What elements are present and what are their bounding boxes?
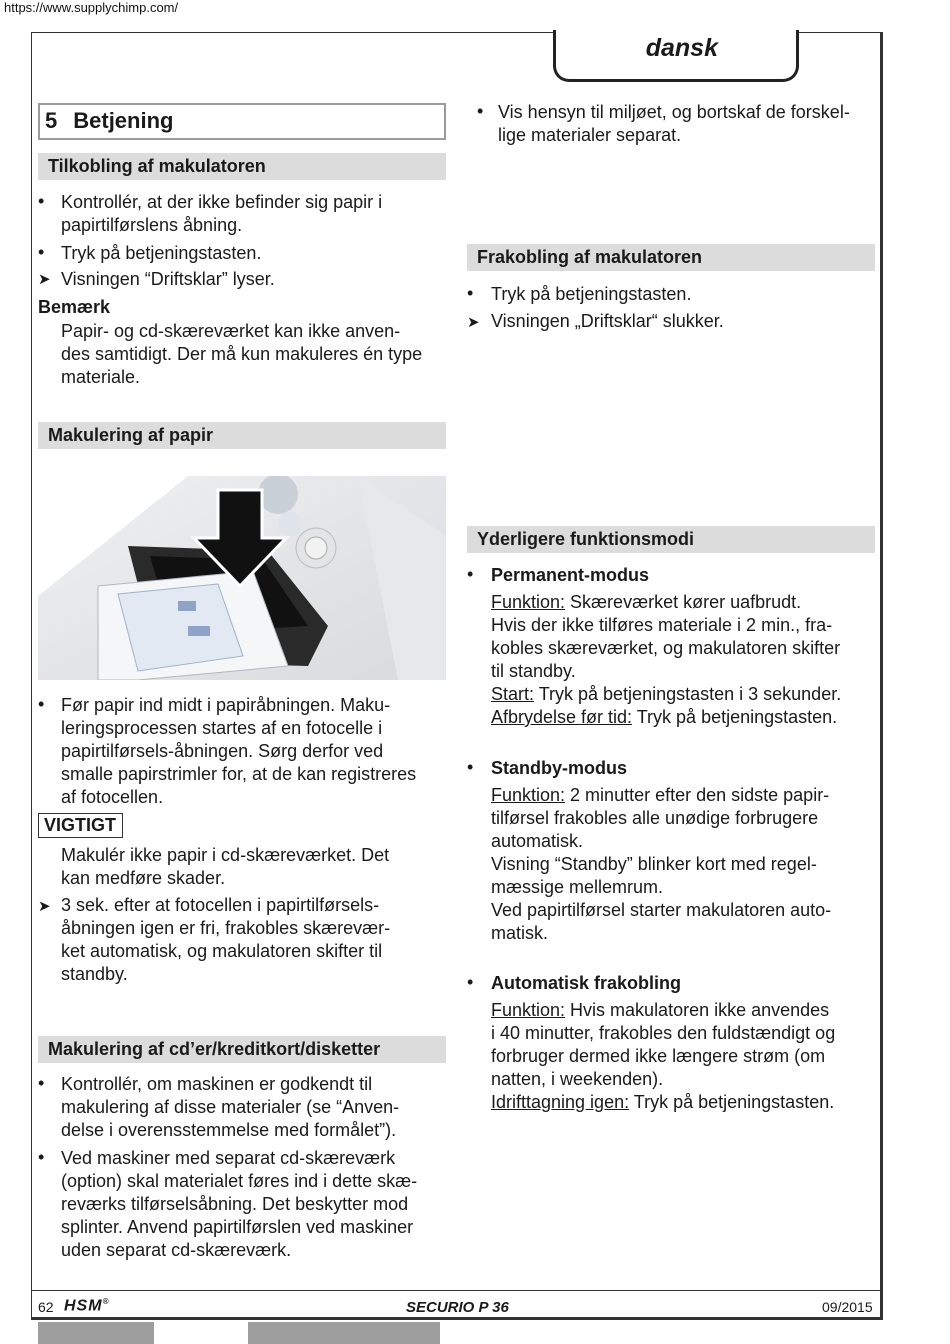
warning-badge: VIGTIGT <box>38 813 123 838</box>
bullet-icon: • <box>467 564 474 584</box>
papir-b1-l3: papirtilførsels-åbningen. Sørg derfor ved <box>61 741 384 761</box>
frakobling-r1: Visningen „Driftsklar“ slukker. <box>491 311 724 331</box>
warning-l1: Makulér ikke papir i cd-skæreværket. Det <box>61 845 390 865</box>
standby-title: Standby-modus <box>491 758 628 778</box>
footer-divider <box>31 1290 883 1291</box>
section-title <box>38 103 446 140</box>
cd-b1-l1: Kontrollér, om maskinen er godkendt til <box>61 1074 373 1094</box>
result-arrow-icon: ➤ <box>467 314 480 331</box>
page-number: 62 <box>38 1299 54 1315</box>
cd-b2-l4: splinter. Anvend papirtilførslen ved maskiner <box>61 1217 414 1237</box>
auto-title: Automatisk frakobling <box>491 973 682 993</box>
registered-mark: ® <box>102 1297 110 1306</box>
auto-l2: i 40 minutter, frakobles den fuldstændigt og <box>491 1023 836 1043</box>
bullet-icon: • <box>467 972 474 992</box>
auto-func-text: Hvis makulatoren ikke anvendes <box>565 1000 830 1020</box>
permanent-stop <box>491 706 837 729</box>
cd-b2-l1: Ved maskiner med separat cd-skæreværk <box>61 1148 396 1168</box>
source-url[interactable]: https://www.supplychimp.com/ <box>4 0 179 15</box>
print-date: 09/2015 <box>822 1299 873 1315</box>
note-label: Bemærk <box>38 297 111 317</box>
language-tab <box>553 30 799 82</box>
result-arrow-icon: ➤ <box>38 898 51 915</box>
permanent-l4: til standby. <box>491 661 576 681</box>
env-l1: Vis hensyn til miljøet, og bortskaf de forskel- <box>498 102 850 122</box>
permanent-stop-text: Tryk på betjeningstasten. <box>632 707 838 727</box>
hsm-logo-text: HSM <box>64 1297 103 1315</box>
tilkobling-b1-l1: Kontrollér, at der ikke befinder sig papir i <box>61 192 383 212</box>
cd-b1-l2: makulering af disse materialer (se “Anven- <box>61 1097 400 1117</box>
bullet-icon: • <box>38 242 45 262</box>
permanent-start-label: Start: <box>491 684 535 704</box>
bullet-icon: • <box>38 1073 45 1093</box>
env-l2: lige materialer separat. <box>498 125 682 145</box>
result-arrow-icon: ➤ <box>38 271 51 288</box>
standby-l2: tilførsel frakobles alle unødige forbrugere <box>491 808 819 828</box>
permanent-func-text: Skæreværket kører uafbrudt. <box>565 592 802 612</box>
standby-l4: Visning “Standby” blinker kort med regel- <box>491 854 817 874</box>
permanent-stop-label: Afbrydelse før tid: <box>491 707 633 727</box>
bullet-icon: • <box>467 757 474 777</box>
note-l3: materiale. <box>61 367 141 387</box>
tilkobling-b1-l2: papirtilførslens åbning. <box>61 215 243 235</box>
auto-restart-text: Tryk på betjeningstasten. <box>629 1092 835 1112</box>
tilkobling-r1: Visningen “Driftsklar” lyser. <box>61 269 275 289</box>
auto-func-label: Funktion: <box>491 1000 566 1020</box>
standby-l3: automatisk. <box>491 831 584 851</box>
footer-bar-1 <box>38 1322 154 1344</box>
papir-r1-l3: ket automatisk, og makulatoren skifter til <box>61 941 383 961</box>
standby-l7: matisk. <box>491 923 549 943</box>
auto-l4: natten, i weekenden). <box>491 1069 664 1089</box>
permanent-func <box>491 591 801 614</box>
permanent-start <box>491 683 841 706</box>
tilkobling-b2: Tryk på betjeningstasten. <box>61 243 262 263</box>
hsm-logo <box>64 1297 109 1315</box>
language-label: dansk <box>645 34 718 62</box>
bullet-icon: • <box>477 101 484 121</box>
warning-l2: kan medføre skader. <box>61 868 226 888</box>
papir-b1-l5: af fotocellen. <box>61 787 164 807</box>
subheading-modi: Yderligere funktionsmodi <box>467 526 875 553</box>
papir-r1-l4: standby. <box>61 964 128 984</box>
section-title-text: Betjening <box>73 108 174 133</box>
standby-func-text: 2 minutter efter den sidste papir- <box>565 785 830 805</box>
standby-func <box>491 784 829 807</box>
footer-bar-2 <box>248 1322 440 1344</box>
model-name: SECURIO P 36 <box>406 1299 509 1316</box>
auto-restart-label: Idrifttagning igen: <box>491 1092 630 1112</box>
note-l2: des samtidigt. Der må kun makuleres én type <box>61 344 423 364</box>
cd-b1-l3: delse i overensstemmelse med formålet”). <box>61 1120 397 1140</box>
section-number: 5 <box>45 108 58 133</box>
cd-b2-l5: uden separat cd-skæreværk. <box>61 1240 292 1260</box>
auto-restart <box>491 1091 834 1114</box>
papir-r1-l2: åbningen igen er fri, frakobles skærevær- <box>61 918 391 938</box>
auto-l3: forbruger dermed ikke længere strøm (om <box>491 1046 826 1066</box>
subheading-tilkobling: Tilkobling af makulatoren <box>38 153 446 180</box>
subheading-frakobling: Frakobling af makulatoren <box>467 244 875 271</box>
permanent-start-text: Tryk på betjeningstasten i 3 sekunder. <box>534 684 842 704</box>
permanent-l2: Hvis der ikke tilføres materiale i 2 min., fra- <box>491 615 833 635</box>
standby-func-label: Funktion: <box>491 785 566 805</box>
subheading-papir: Makulering af papir <box>38 422 446 449</box>
papir-r1-l1: 3 sek. efter at fotocellen i papirtilførsels- <box>61 895 380 915</box>
cd-b2-l2: (option) skal materialet føres ind i dette skæ- <box>61 1171 418 1191</box>
note-l1: Papir- og cd-skæreværket kan ikke anven- <box>61 321 401 341</box>
shredder-photo <box>38 476 446 680</box>
permanent-title: Permanent-modus <box>491 565 650 585</box>
bullet-icon: • <box>38 191 45 211</box>
papir-b1-l4: smalle papirstrimler for, at de kan registreres <box>61 764 417 784</box>
cd-b2-l3: reværks tilførselsåbning. Det beskytter mod <box>61 1194 409 1214</box>
subheading-cd: Makulering af cd’er/kreditkort/disketter <box>38 1036 446 1063</box>
bullet-icon: • <box>467 283 474 303</box>
standby-l6: Ved papirtilførsel starter makulatoren auto- <box>491 900 832 920</box>
shredder-illustration <box>38 476 446 680</box>
auto-func <box>491 999 829 1022</box>
papir-b1-l1: Før papir ind midt i papiråbningen. Maku- <box>61 695 391 715</box>
papir-b1-l2: leringsprocessen startes af en fotocelle i <box>61 718 383 738</box>
bullet-icon: • <box>38 1147 45 1167</box>
permanent-l3: kobles skæreværket, og makulatoren skifter <box>491 638 841 658</box>
bullet-icon: • <box>38 694 45 714</box>
standby-l5: mæssige mellemrum. <box>491 877 664 897</box>
permanent-func-label: Funktion: <box>491 592 566 612</box>
frakobling-b1: Tryk på betjeningstasten. <box>491 284 692 304</box>
